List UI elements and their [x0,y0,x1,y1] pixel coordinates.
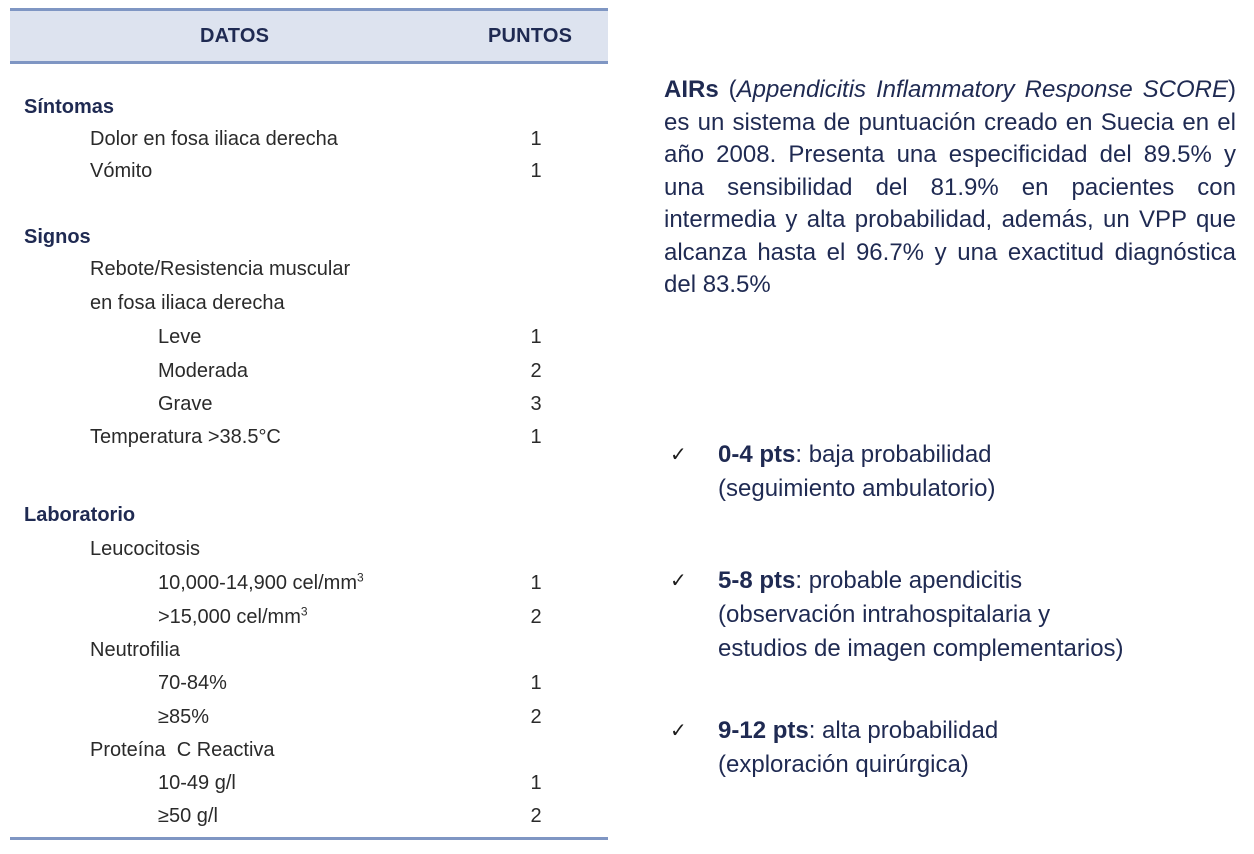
table-row [10,768,608,798]
table-row-laboratorio [10,500,608,530]
checkmark-icon: ✓ [670,568,687,592]
row-label: en fosa iliaca derecha [90,292,285,314]
row-label-text: >15,000 cel/mm [158,606,301,628]
criteria-detail: (observación intrahospitalaria y [718,601,1051,628]
criteria-detail: (exploración quirúrgica) [718,751,969,778]
table-row [10,668,608,698]
row-points: 1 [530,572,542,594]
table-row-sintomas [10,92,608,122]
airs-full-name: Appendicitis Inflammatory Response SCORE [736,76,1228,103]
section-title: Síntomas [24,96,115,118]
criteria-item-high [664,714,1244,786]
criteria-item-medium [664,564,1244,662]
table-row [10,389,608,419]
superscript-exponent: 3 [357,570,364,585]
row-label: 70-84% [158,672,227,694]
row-label: Rebote/Resistencia muscular [90,258,351,280]
row-label: Neutrofilia [90,639,181,661]
row-label: Proteína C Reactiva [90,739,275,761]
row-points: 1 [530,128,542,150]
row-label: Temperatura >38.5°C [90,426,281,448]
criteria-detail: (seguimiento ambulatorio) [718,475,996,502]
section-title: Signos [24,226,91,248]
open-paren: ( [718,76,737,103]
row-label: 10-49 g/l [158,772,236,794]
table-row-signos [10,222,608,252]
row-points: 2 [530,706,542,728]
row-points: 2 [530,805,542,827]
table-row [10,602,608,632]
table-row [10,735,608,765]
table-row [10,534,608,564]
table-row [10,156,608,186]
table-row [10,124,608,154]
airs-description [664,74,1236,302]
table-row [10,568,608,598]
criteria-line [718,564,1124,598]
row-label: Moderada [158,360,249,382]
checkmark-icon: ✓ [670,718,687,742]
criteria-result: : baja probabilidad [795,441,992,468]
row-label [158,568,364,598]
table-row [10,356,608,386]
row-points: 1 [530,772,542,794]
table-bottom-rule [10,837,608,840]
row-points: 2 [530,360,542,382]
row-points: 1 [530,326,542,348]
criteria-result: : alta probabilidad [808,717,999,744]
criteria-text [718,714,998,782]
row-points: 3 [530,393,542,415]
checkmark-icon: ✓ [670,442,687,466]
row-label: Dolor en fosa iliaca derecha [90,128,338,150]
criteria-item-low [664,438,1244,510]
criteria-result: : probable apendicitis [795,567,1023,594]
table-body [10,64,608,836]
row-label: Vómito [90,160,153,182]
description-body: ) es un sistema de puntuación creado en Suecia en el año 2008. Presenta una especificidad del 89.5% y una sensibilidad del 81.9% en pacientes con intermedia y alta probabilidad, además, un VPP que alcanza hasta el 96.7% y una exactitud diagnóstica del 83.5% [664,76,1236,298]
criteria-text [718,438,995,506]
table-row [10,422,608,452]
row-points: 1 [530,160,542,182]
row-points: 1 [530,426,542,448]
table-row [10,702,608,732]
criteria-range: 0-4 pts [718,441,796,468]
row-label: ≥50 g/l [158,805,218,827]
section-title: Laboratorio [24,504,136,526]
criteria-line [718,438,995,472]
row-points: 1 [530,672,542,694]
table-row [10,288,608,318]
row-label: Grave [158,393,213,415]
criteria-range: 9-12 pts [718,717,809,744]
row-label: Leve [158,326,202,348]
table-row [10,322,608,352]
airs-acronym: AIRs [664,76,719,103]
table-row [10,635,608,665]
header-datos: DATOS [200,25,270,47]
table-row [10,254,608,284]
table-row [10,801,608,831]
criteria-range: 5-8 pts [718,567,796,594]
row-label [158,602,308,632]
criteria-detail: estudios de imagen complementarios) [718,635,1124,662]
criteria-text [718,564,1124,666]
row-label: ≥85% [158,706,210,728]
row-label: Leucocitosis [90,538,201,560]
header-puntos: PUNTOS [488,25,573,47]
airs-score-table [10,8,608,840]
row-points: 2 [530,606,542,628]
row-label-text: 10,000-14,900 cel/mm [158,572,358,594]
table-header [10,8,608,64]
superscript-exponent: 3 [300,604,308,619]
criteria-line [718,714,998,748]
